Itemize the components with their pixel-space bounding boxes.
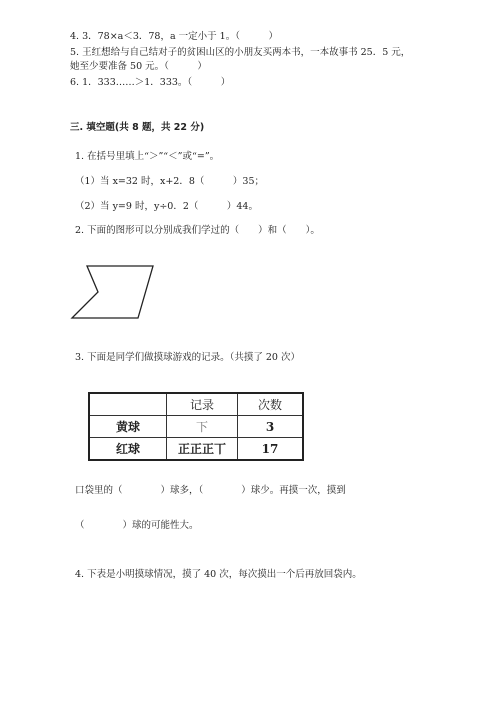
question-5-line-1: 5. 王红想给与自己结对子的贫困山区的小朋友买两本书，一本故事书 25．5 元， [70,47,411,58]
table-cell: 3 [238,416,304,438]
question-4-line: 4. 3．78×a＜3．78，a 一定小于 1。（ ） [70,31,278,42]
table-row [89,438,303,461]
table-cell: 下 [167,416,238,438]
table-cell: 正正正丅 [167,438,238,461]
fill-1-stem: 1. 在括号里填上“＞”“＜”或“=”。 [75,151,220,162]
table-header-cell [89,393,167,416]
table-row [89,416,303,438]
fill-4-stem: 4. 下表是小明摸球情况，摸了 40 次，每次摸出一个后再放回袋内。 [75,569,362,580]
question-6-line: 6. 1．333……＞1．333。（ ） [70,77,231,88]
fill-2-stem: 2. 下面的图形可以分别成我们学过的（ ）和（ ）。 [75,225,320,236]
fill-3-stem: 3. 下面是同学们做摸球游戏的记录。（共摸了 20 次） [75,352,300,363]
section-3-title: 三. 填空题(共 8 题，共 22 分) [70,122,205,133]
fill-1-part-2: （2）当 y=9 时，y÷0．2（ ）44。 [75,201,258,212]
fill-3-answer-line-2: （ ）球的可能性大。 [75,520,199,531]
table-cell: 黄球 [89,416,167,438]
table-header-cell: 次数 [238,393,304,416]
question-5-line-2: 她至少要准备 50 元。（ ） [70,61,207,72]
table-cell: 17 [238,438,304,461]
table-cell: 红球 [89,438,167,461]
fill-1-part-1: （1）当 x=32 时，x+2．8（ ）35； [75,176,264,187]
table-header-row [89,393,303,416]
fill-3-answer-line-1: 口袋里的（ ）球多，（ ）球少。再摸一次，摸到 [75,485,346,496]
table-header-cell: 记录 [167,393,238,416]
ball-record-table [88,392,304,461]
